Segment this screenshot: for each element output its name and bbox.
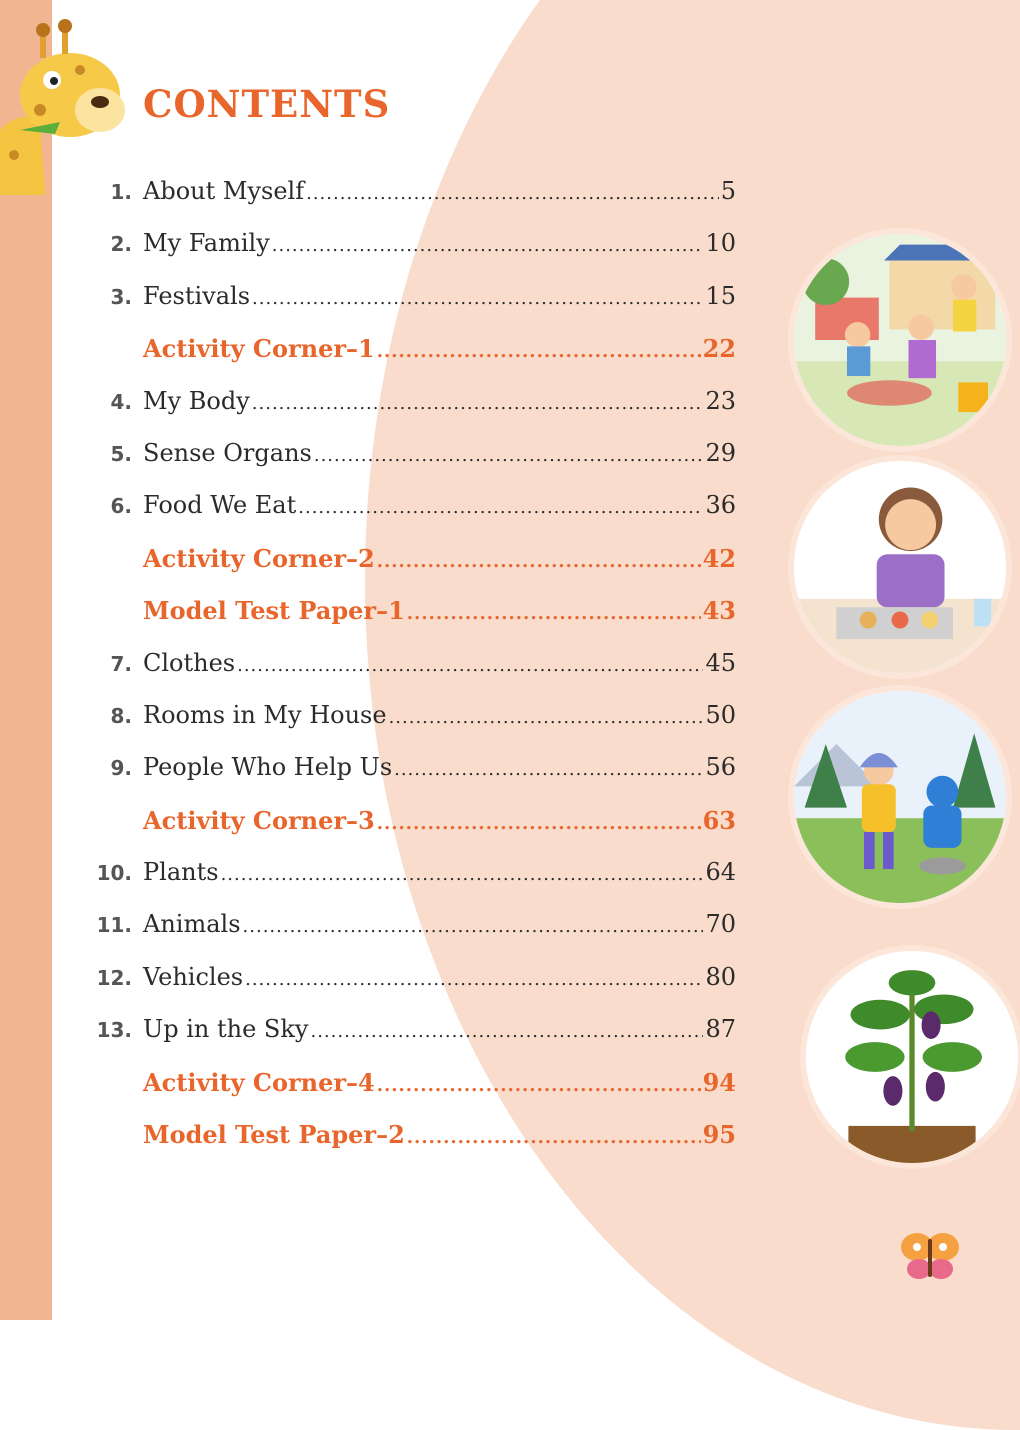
toc-entry-page: 45 [705, 648, 736, 677]
children-in-winter-clothes-icon [788, 685, 1012, 909]
dot-leader [377, 551, 701, 572]
dot-leader [272, 235, 704, 256]
toc-entry-page: 29 [705, 438, 736, 467]
toc-entry-page: 63 [702, 805, 736, 835]
dot-leader [407, 603, 701, 624]
toc-entry [86, 963, 736, 1015]
toc-entry-page: 23 [705, 386, 736, 415]
toc-entry-page: 94 [702, 1067, 736, 1097]
toc-entry-number: 9. [110, 756, 132, 781]
left-color-strip [0, 0, 52, 1320]
toc-entry-label: Activity Corner–3 [143, 805, 375, 835]
toc-entry-label: Model Test Paper–2 [143, 1120, 405, 1150]
toc-entry [86, 334, 736, 386]
dot-leader [221, 864, 704, 885]
toc-entry-label: Animals [143, 910, 241, 939]
toc-entry-label: People Who Help Us [143, 753, 393, 782]
toc-entry-page: 80 [705, 962, 736, 991]
toc-entry-number: 2. [110, 232, 132, 257]
toc-entry-page: 10 [705, 229, 736, 258]
toc-entry-label: Food We Eat [143, 491, 297, 520]
dot-leader [245, 969, 703, 990]
toc-entry [86, 649, 736, 701]
toc-entry-number: 8. [110, 703, 132, 728]
toc-entry [86, 177, 736, 229]
toc-entry-page: 70 [705, 910, 736, 939]
toc-entry-number: 1. [110, 180, 132, 204]
toc-entry [86, 491, 736, 543]
toc-entry-label: Vehicles [143, 962, 244, 991]
toc-entry-label: Clothes [143, 648, 236, 677]
toc-entry-number: 3. [110, 284, 132, 309]
dot-leader [377, 813, 701, 834]
dot-leader [306, 183, 719, 204]
dot-leader [314, 445, 704, 466]
toc-entry [86, 544, 736, 596]
toc-entry-page: 15 [705, 281, 736, 310]
toc-entry-page: 43 [702, 596, 736, 626]
page-title: CONTENTS [143, 82, 391, 126]
dot-leader [377, 1075, 701, 1096]
dot-leader [394, 759, 703, 780]
toc-entry-label: Plants [143, 858, 219, 887]
toc-entry [86, 1015, 736, 1067]
toc-entry [86, 439, 736, 491]
toc-entry [86, 701, 736, 753]
toc-entry [86, 282, 736, 334]
toc-entry-number: 6. [110, 494, 132, 519]
toc-entry-number: 4. [110, 389, 132, 414]
toc-entry-label: Activity Corner–1 [143, 334, 375, 364]
toc-entry-page: 64 [705, 858, 736, 887]
toc-entry-label: Up in the Sky [143, 1015, 309, 1044]
toc-entry-page: 95 [702, 1120, 736, 1150]
toc-entry [86, 1120, 736, 1172]
toc-entry-number: 11. [96, 913, 132, 938]
toc-entry-number: 12. [96, 965, 132, 990]
dot-leader [252, 288, 703, 309]
toc-entry-label: Rooms in My House [143, 700, 387, 729]
toc-entry-number: 7. [110, 651, 132, 676]
toc-entry-label: Model Test Paper–1 [143, 596, 405, 626]
toc-entry [86, 596, 736, 648]
dot-leader [407, 1127, 701, 1148]
dot-leader [389, 707, 704, 728]
toc-entry-page: 87 [705, 1015, 736, 1044]
toc-entry-page: 36 [705, 491, 736, 520]
toc-entry-page: 42 [702, 543, 736, 573]
toc-entry-label: Festivals [143, 281, 251, 310]
toc-entry-label: My Family [143, 229, 270, 258]
toc-entry [86, 229, 736, 281]
toc-entry-number: 5. [110, 441, 132, 466]
girl-eating-food-icon [788, 455, 1012, 679]
toc-entry [86, 910, 736, 962]
dot-leader [298, 497, 703, 518]
toc-entry [86, 806, 736, 858]
toc-entry-number: 13. [96, 1018, 132, 1043]
toc-entry [86, 387, 736, 439]
toc-entry [86, 1068, 736, 1120]
toc-entry-label: Activity Corner–2 [143, 543, 375, 573]
toc-entry [86, 753, 736, 805]
dot-leader [310, 1021, 703, 1042]
toc-entry-page: 22 [702, 334, 736, 364]
toc-entry-page: 5 [720, 177, 736, 205]
toc-entry-label: Sense Organs [143, 438, 312, 467]
dot-leader [252, 393, 704, 414]
butterfly-icon [895, 1225, 965, 1285]
festival-holi-icon [788, 228, 1012, 452]
toc-entry-label: Activity Corner–4 [143, 1067, 375, 1097]
toc-entry-label: My Body [143, 386, 250, 415]
dot-leader [243, 916, 704, 937]
toc-entry-number: 10. [96, 861, 132, 886]
toc-entry-page: 56 [705, 753, 736, 782]
dot-leader [377, 341, 701, 362]
toc-entry-label: About Myself [143, 177, 305, 205]
brinjal-plant-icon [800, 945, 1020, 1169]
table-of-contents [86, 177, 736, 1172]
giraffe-icon [0, 10, 140, 195]
toc-entry-page: 50 [705, 700, 736, 729]
dot-leader [237, 655, 703, 676]
toc-entry [86, 858, 736, 910]
